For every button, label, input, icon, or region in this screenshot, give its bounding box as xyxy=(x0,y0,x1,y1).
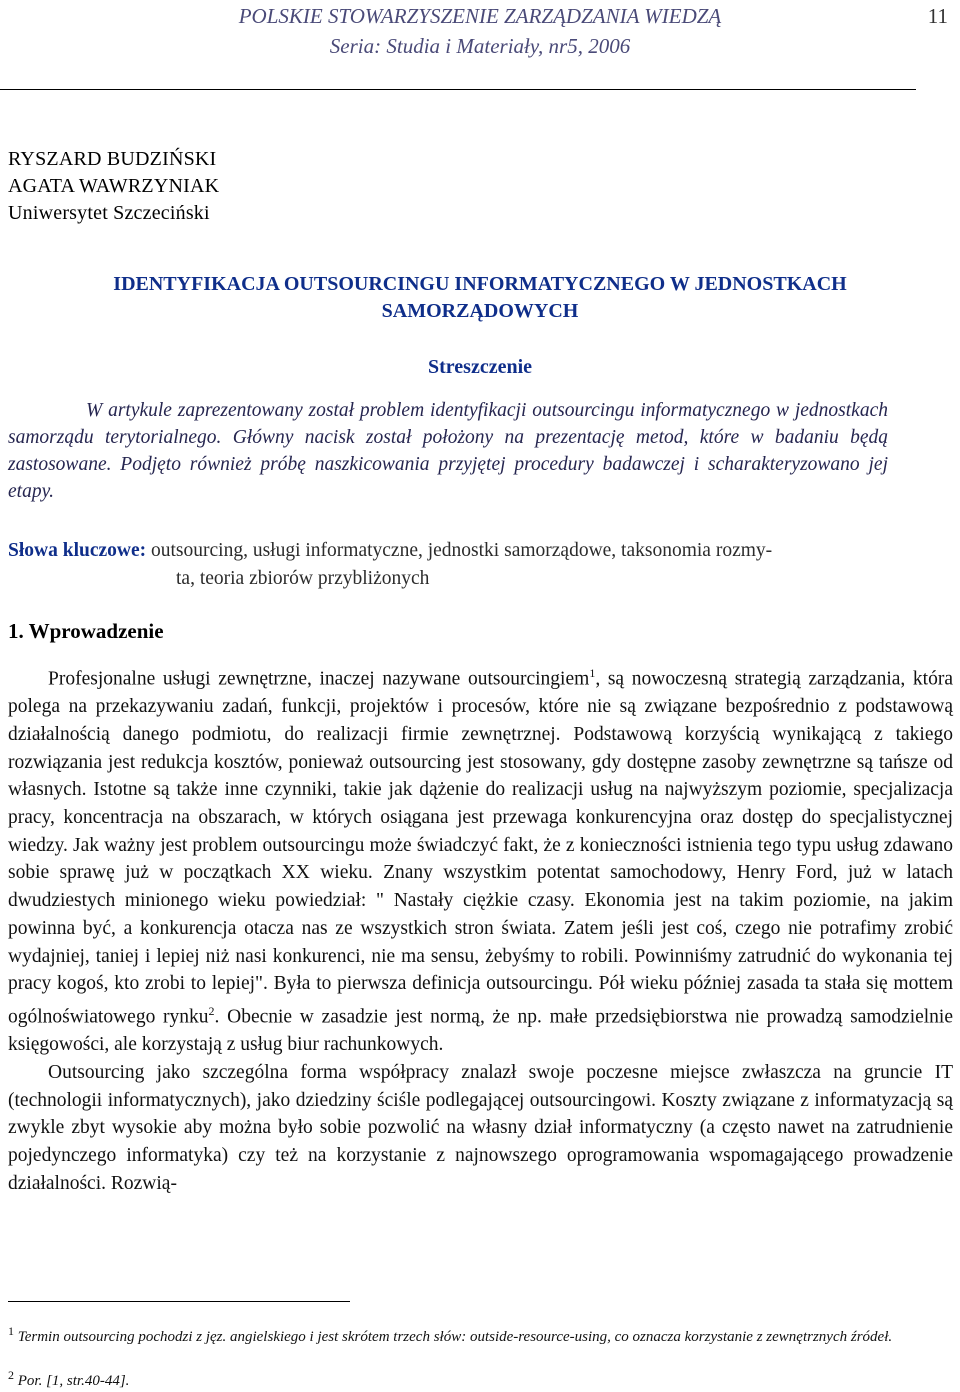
p1-part-a: Profesjonalne usługi zewnętrzne, inaczej nazywane outsourcingiem xyxy=(48,668,590,690)
abstract-body xyxy=(8,397,888,505)
section-heading: 1. Wprowadzenie xyxy=(8,619,164,643)
keywords-line-2: ta, teoria zbiorów przybliżonych xyxy=(176,568,430,589)
footnote-2-text: Por. [1, str.40-44]. xyxy=(17,1373,130,1389)
author-2: AGATA WAWRZYNIAK xyxy=(8,175,220,197)
footnote-ref-2: 2 xyxy=(208,1003,215,1018)
page-number: 11 xyxy=(927,4,948,28)
article-title xyxy=(0,271,960,325)
footnote-ref-1: 1 xyxy=(589,666,596,680)
affiliation: Uniwersytet Szczeciński xyxy=(8,202,210,224)
p1-part-c: . Obecnie w zasadzie jest normą, że np. małe przedsiębiorstwa nie prowadzą samodzielnie księgowości, ale korzystają z usług biur rachunkowych. xyxy=(8,1006,954,1056)
abstract-text: W artykule zaprezentowany został problem identyfikacji outsourcingu informatycznego w jednostkach samorządu terytorialnego. Główny nacisk został położony na prezentację metod, które w badaniu będą zastosowane. Podjęto również próbę naszkicowania przyjętej procedury badawczej i scharakteryzowano jej etapy. xyxy=(8,400,888,502)
footnote-1 xyxy=(8,1320,953,1348)
paragraph-2: Outsourcing jako szczególna forma współpracy znalazł swoje poczesne miejsce zwłaszcza na gruncie IT (technologii informatycznych), jako dziedziny ściśle podlegającej outsourcingowi. Koszty związane z informatyzacją są zwykle zbyt wysokie aby można było sobie pozwolić na własny dział informatyczny (a często nawet na zatrudnienie pojedynczego informatyka) czy też na korzystanie z najnowszego oprogramowania wspomagającego prowadzenie działalności. Rozwią- xyxy=(8,1061,953,1194)
title-line-2: SAMORZĄDOWYCH xyxy=(381,300,579,322)
keywords xyxy=(8,537,954,593)
journal-series: Seria: Studia i Materiały, nr5, 2006 xyxy=(329,34,631,58)
footnote-2 xyxy=(8,1364,953,1392)
title-line-1: IDENTYFIKACJA OUTSOURCINGU INFORMATYCZNEGO W JEDNOSTKACH xyxy=(113,273,847,295)
journal-society: POLSKIE STOWARZYSZENIE ZARZĄDZANIA WIEDZĄ xyxy=(238,4,722,28)
abstract-heading: Streszczenie xyxy=(427,356,533,378)
keywords-line-1: outsourcing, usługi informatyczne, jednostki samorządowe, taksonomia rozmy- xyxy=(151,540,773,561)
author-1: RYSZARD BUDZIŃSKI xyxy=(8,148,217,170)
footnote-1-num: 1 xyxy=(8,1324,14,1338)
header-rule xyxy=(0,89,916,90)
footnote-1-text: Termin outsourcing pochodzi z jęz. angielskiego i jest skrótem trzech słów: outside-resource-using, co oznacza korzystanie z zewnętrznych źródeł. xyxy=(17,1329,893,1345)
paragraph-1 xyxy=(8,660,953,1059)
footnote-2-num: 2 xyxy=(8,1368,14,1382)
keywords-label: Słowa kluczowe: xyxy=(8,540,147,561)
body-text xyxy=(8,660,953,1197)
p1-part-b: , są nowoczesną strategią zarządzania, która polega na przekazywaniu zadań, funkcji, projektów i procesów, które nie są związane bezpośrednio z podstawową działalnością danego podmiotu, do realizacji firmie zewnętrznej. Podstawową korzyścią wynikającą z takiego rozwiązania jest redukcja kosztów, ponieważ outsourcing jest stosowany, gdy dostępne zasoby zewnętrzne są tańsze od własnych. Istotne są także inne czynniki, takie jak dążenie do realizacji usług na najwyższym poziomie, specjalizacja pracy, koncentracja na obszarach, w których osiągana jest przewaga konkurencyjna oraz dostęp do specjalistycznej wiedzy. Jak ważny jest problem outsourcingu może świadczyć fakt, że z konieczności istnienia tego typu usług zdawano sobie sprawę już w początkach XX wieku. Znany wszystkim potentat samochodowy, Henry Ford, już w latach dwudziestych minionego wieku powiedział: " Nastały ciężkie czasy. Ekonomia jest na takim poziomie, na jakim powinna być, a konkurencja otacza nas ze wszystkich stron świata. Zatem jeśli jest coś, czego nie potrafimy zrobić wydajniej, taniej i lepiej niż nasi konkurenci, nie ma sensu, żebyśmy to robili. Powinniśmy zatrudnić do wykonania tej pracy kogoś, kto zrobi to lepiej". Była to pierwsza definicja outsourcingu. Pół wieku później zasada ta stała się mottem ogólnoświatowego rynku xyxy=(8,668,953,1028)
footnote-rule xyxy=(8,1301,350,1302)
